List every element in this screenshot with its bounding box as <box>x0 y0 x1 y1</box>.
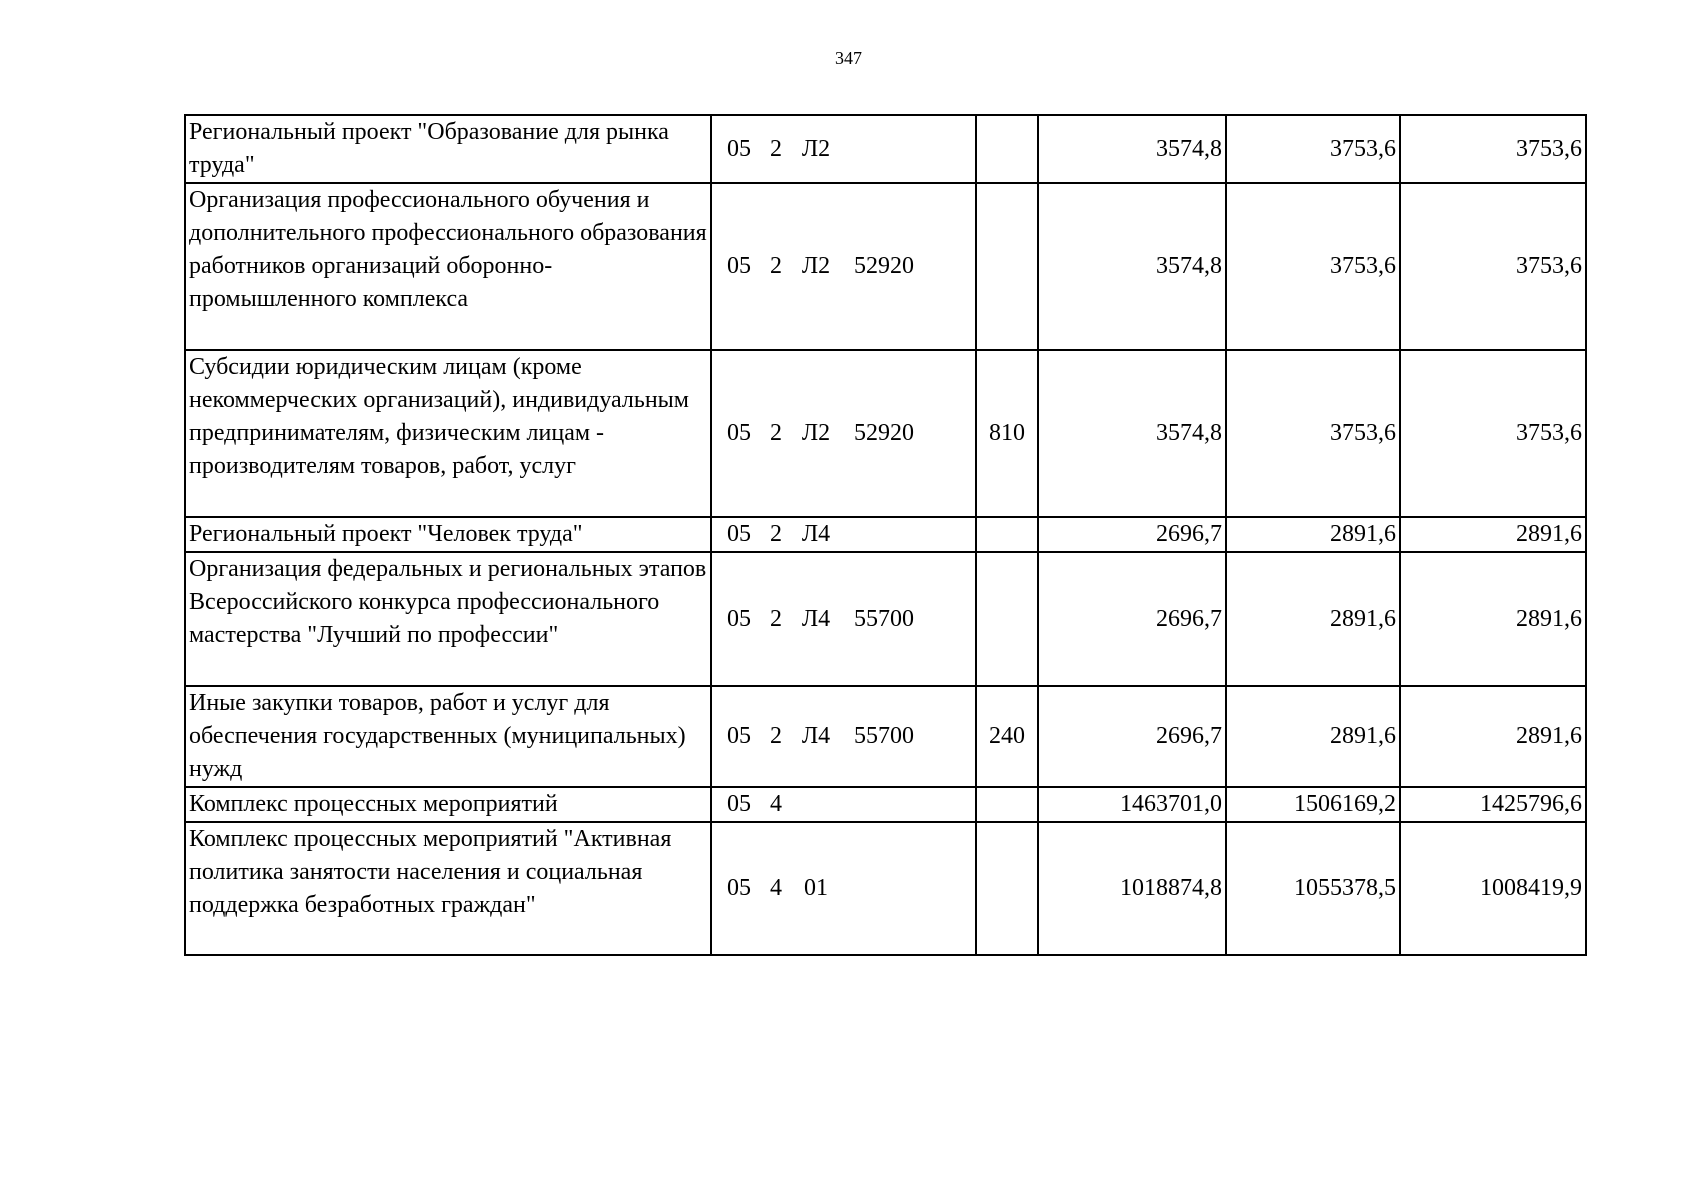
table-row <box>185 183 1586 350</box>
row-code <box>711 787 976 822</box>
table-row <box>185 686 1586 787</box>
row-name: Региональный проект "Образование для рынка труда" <box>185 115 711 183</box>
table-row <box>185 350 1586 517</box>
amount-year-1: 1463701,0 <box>1038 787 1226 822</box>
row-name: Организация федеральных и региональных этапов Всероссийского конкурса профессионального мастерства "Лучший по профессии" <box>185 552 711 686</box>
amount-year-3: 3753,6 <box>1400 183 1586 350</box>
code-program: 05 <box>727 723 751 749</box>
amount-year-2: 1055378,5 <box>1226 822 1400 955</box>
amount-year-3: 2891,6 <box>1400 517 1586 552</box>
expense-type <box>976 822 1038 955</box>
row-code <box>711 552 976 686</box>
code-program: 05 <box>727 420 751 446</box>
row-name: Иные закупки товаров, работ и услуг для обеспечения государственных (муниципальных) нужд <box>185 686 711 787</box>
code-program: 05 <box>727 605 751 632</box>
row-code <box>711 822 976 955</box>
expense-type: 240 <box>976 686 1038 787</box>
code-program: 05 <box>727 253 751 279</box>
table-row <box>185 552 1586 686</box>
table-row <box>185 787 1586 822</box>
code-subprogram: 2 <box>770 723 782 749</box>
table-row <box>185 115 1586 183</box>
amount-year-2: 2891,6 <box>1226 517 1400 552</box>
row-code <box>711 183 976 350</box>
table-row <box>185 822 1586 955</box>
expense-type <box>976 183 1038 350</box>
row-name: Комплекс процессных мероприятий <box>185 787 711 822</box>
amount-year-2: 3753,6 <box>1226 350 1400 517</box>
code-project: Л4 <box>801 723 831 749</box>
expense-type <box>976 787 1038 822</box>
amount-year-2: 2891,6 <box>1226 552 1400 686</box>
amount-year-2: 3753,6 <box>1226 183 1400 350</box>
code-subprogram: 2 <box>770 253 782 279</box>
amount-year-1: 3574,8 <box>1038 183 1226 350</box>
amount-year-1: 3574,8 <box>1038 115 1226 183</box>
expense-type <box>976 552 1038 686</box>
row-code <box>711 517 976 552</box>
code-subprogram: 2 <box>770 135 782 162</box>
amount-year-1: 2696,7 <box>1038 552 1226 686</box>
code-subprogram: 2 <box>770 521 782 547</box>
row-name: Региональный проект "Человек труда" <box>185 517 711 552</box>
expense-type <box>976 517 1038 552</box>
amount-year-2: 2891,6 <box>1226 686 1400 787</box>
page-number: 347 <box>835 48 862 68</box>
amount-year-3: 2891,6 <box>1400 552 1586 686</box>
amount-year-3: 3753,6 <box>1400 350 1586 517</box>
code-program: 05 <box>727 875 751 901</box>
code-program: 05 <box>727 791 751 817</box>
code-project: Л4 <box>801 521 831 547</box>
code-project: Л4 <box>801 605 831 632</box>
amount-year-2: 1506169,2 <box>1226 787 1400 822</box>
amount-year-1: 3574,8 <box>1038 350 1226 517</box>
amount-year-3: 2891,6 <box>1400 686 1586 787</box>
code-subprogram: 2 <box>770 605 782 632</box>
table-row <box>185 517 1586 552</box>
row-name: Организация профессионального обучения и дополнительного профессионального образования работников организаций оборонно-промышленного комплекса <box>185 183 711 350</box>
amount-year-1: 2696,7 <box>1038 517 1226 552</box>
expense-type <box>976 115 1038 183</box>
code-direction: 52920 <box>854 253 914 279</box>
amount-year-1: 1018874,8 <box>1038 822 1226 955</box>
code-subprogram: 4 <box>770 791 782 817</box>
row-code <box>711 350 976 517</box>
code-direction: 55700 <box>854 605 914 632</box>
code-project: Л2 <box>801 420 831 446</box>
budget-table <box>184 114 1587 956</box>
amount-year-3: 1008419,9 <box>1400 822 1586 955</box>
code-subprogram: 2 <box>770 420 782 446</box>
amount-year-3: 3753,6 <box>1400 115 1586 183</box>
row-code <box>711 686 976 787</box>
code-direction: 52920 <box>854 420 914 446</box>
budget-table-body <box>185 115 1586 955</box>
code-project: Л2 <box>801 253 831 279</box>
row-code <box>711 115 976 183</box>
row-name: Комплекс процессных мероприятий "Активная политика занятости населения и социальная поддержка безработных граждан" <box>185 822 711 955</box>
code-project: 01 <box>804 875 828 901</box>
amount-year-3: 1425796,6 <box>1400 787 1586 822</box>
expense-type: 810 <box>976 350 1038 517</box>
amount-year-1: 2696,7 <box>1038 686 1226 787</box>
code-direction: 55700 <box>854 723 914 749</box>
code-project: Л2 <box>801 135 831 162</box>
row-name: Субсидии юридическим лицам (кроме некоммерческих организаций), индивидуальным предпринимателям, физическим лицам - производителям товаров, работ, услуг <box>185 350 711 517</box>
code-program: 05 <box>727 135 751 162</box>
amount-year-2: 3753,6 <box>1226 115 1400 183</box>
code-subprogram: 4 <box>770 875 782 901</box>
code-program: 05 <box>727 521 751 547</box>
